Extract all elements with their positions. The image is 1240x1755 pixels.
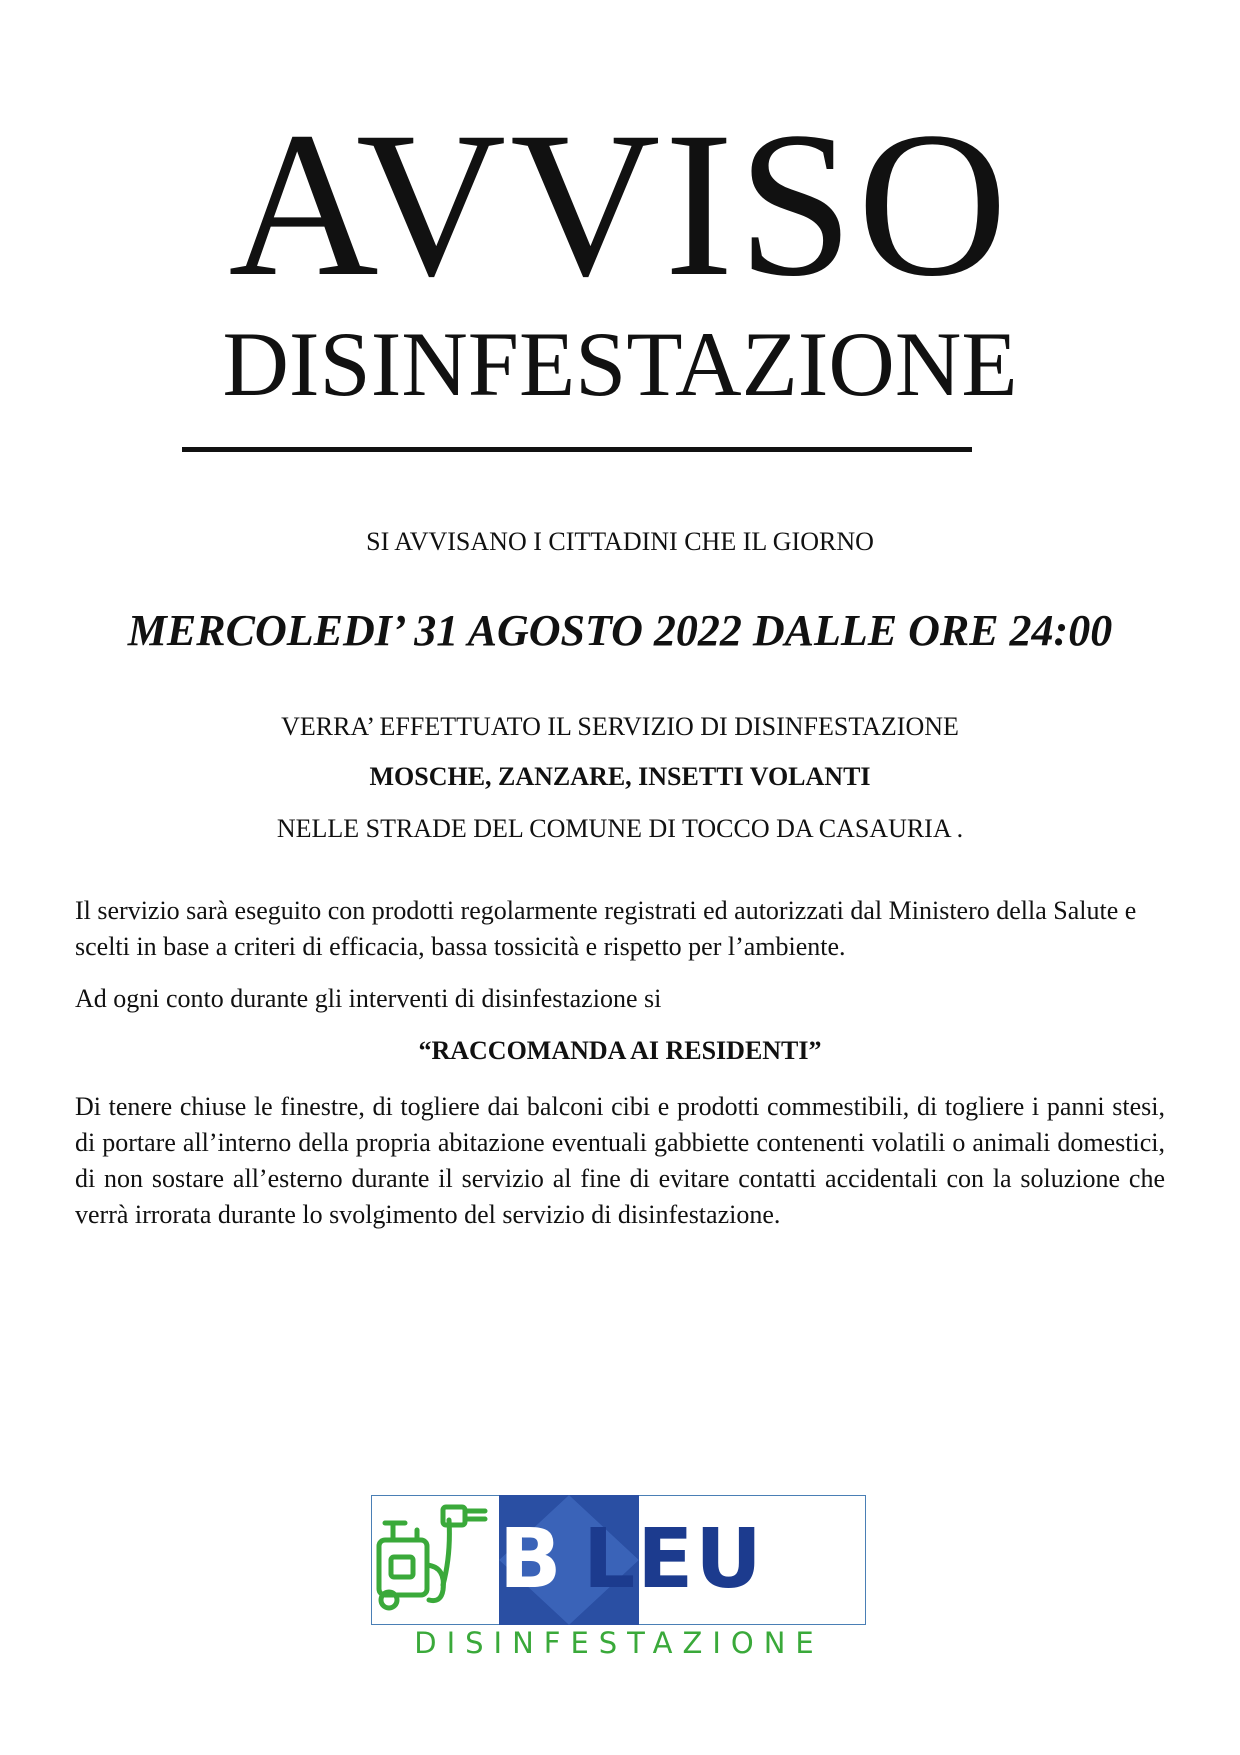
service-line: VERRA’ EFFETTUATO IL SERVIZIO DI DISINFESTAZIONE: [281, 712, 959, 741]
date-line: MERCOLEDI’ 31 AGOSTO 2022 DALLE ORE 24:00: [127, 606, 1113, 655]
bleu-logo: [371, 1495, 866, 1625]
body-paragraph-1: Il servizio sarà eseguito con prodotti regolarmente registrati ed autorizzati dal Ministero della Salute e scelti in base a criteri di efficacia, bassa tossicità e rispetto per l’ambiente.: [75, 896, 1137, 961]
targets-line: MOSCHE, ZANZARE, INSETTI VOLANTI: [369, 762, 871, 791]
notice-title: AVVISO: [228, 89, 1012, 319]
recommendation-heading: “RACCOMANDA AI RESIDENTI”: [418, 1036, 822, 1065]
body-paragraph-2: Ad ogni conto durante gli interventi di disinfestazione si: [75, 984, 662, 1013]
sprayer-icon: [379, 1507, 485, 1608]
notice-subtitle: DISINFESTAZIONE: [222, 313, 1018, 415]
title-divider: [182, 447, 972, 452]
location-line: NELLE STRADE DEL COMUNE DI TOCCO DA CASAURIA .: [276, 814, 964, 843]
logo-tagline: DISINFESTAZIONE: [414, 1626, 824, 1660]
logo-brand-initial: B: [499, 1512, 564, 1607]
intro-line: SI AVVISANO I CITTADINI CHE IL GIORNO: [366, 527, 874, 556]
body-paragraph-3: Di tenere chiuse le finestre, di togliere dai balconi cibi e prodotti commestibili, di togliere i panni stesi, di portare all’interno della propria abitazione eventuali gabbiette contenenti volatili o animali domestici, di non sostare all’esterno durante il servizio al fine di evitare contatti accidentali con la soluzione che verrà irrorata durante lo svolgimento del servizio di disinfestazione.: [75, 1092, 1165, 1229]
logo-brand-rest: LEU: [583, 1512, 764, 1607]
